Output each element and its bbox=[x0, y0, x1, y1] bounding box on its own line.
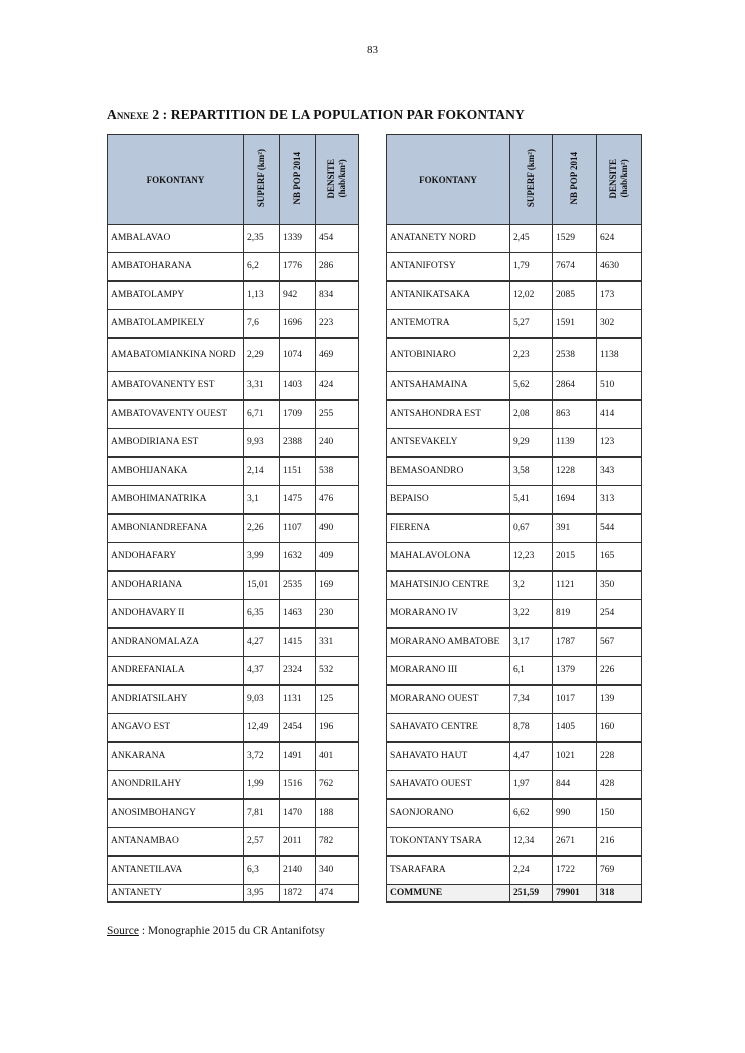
source-note bbox=[107, 925, 325, 937]
cell-nbpop: 1121 bbox=[553, 571, 597, 600]
cell-superf: 4,27 bbox=[244, 628, 280, 657]
cell-densite: 476 bbox=[316, 486, 359, 515]
cell-superf: 7,6 bbox=[244, 310, 280, 339]
cell-fokontany-name: ANKARANA bbox=[108, 742, 244, 771]
cell-nbpop: 1516 bbox=[280, 771, 316, 800]
table-row bbox=[108, 685, 359, 714]
cell-fokontany-name: MORARANO IV bbox=[387, 600, 510, 629]
col-header-densite bbox=[316, 135, 359, 225]
cell-densite: 343 bbox=[597, 457, 642, 486]
cell-superf: 3,72 bbox=[244, 742, 280, 771]
cell-fokontany-name: ANTANIFOTSY bbox=[387, 253, 510, 282]
table-row bbox=[108, 628, 359, 657]
cell-fokontany-name: ANDOHAVARY II bbox=[108, 600, 244, 629]
cell-fokontany-name: AMBONIANDREFANA bbox=[108, 514, 244, 543]
col-header-fokontany: FOKONTANY bbox=[108, 135, 244, 225]
cell-nbpop: 7674 bbox=[553, 253, 597, 282]
cell-superf: 2,45 bbox=[510, 225, 553, 253]
cell-nbpop: 1529 bbox=[553, 225, 597, 253]
cell-superf: 7,81 bbox=[244, 799, 280, 828]
cell-nbpop: 819 bbox=[553, 600, 597, 629]
cell-nbpop: 2671 bbox=[553, 828, 597, 857]
cell-fokontany-name: ANATANETY NORD bbox=[387, 225, 510, 253]
cell-fokontany-name: TOKONTANY TSARA bbox=[387, 828, 510, 857]
cell-fokontany-name: ANTANIKATSAKA bbox=[387, 281, 510, 310]
cell-densite: 414 bbox=[597, 400, 642, 429]
cell-superf: 3,17 bbox=[510, 628, 553, 657]
annex-title-text: : REPARTITION DE LA POPULATION PAR FOKONTANY bbox=[159, 107, 525, 122]
cell-fokontany-name: BEPAISO bbox=[387, 486, 510, 515]
cell-superf: 12,49 bbox=[244, 714, 280, 743]
cell-densite: 230 bbox=[316, 600, 359, 629]
table-row bbox=[108, 486, 359, 515]
cell-superf: 6,62 bbox=[510, 799, 553, 828]
cell-densite: 302 bbox=[597, 310, 642, 339]
cell-superf: 2,26 bbox=[244, 514, 280, 543]
total-densite: 318 bbox=[597, 885, 642, 903]
cell-superf: 3,95 bbox=[244, 885, 280, 903]
table-header-row bbox=[108, 135, 359, 225]
cell-superf: 2,08 bbox=[510, 400, 553, 429]
cell-nbpop: 1470 bbox=[280, 799, 316, 828]
cell-densite: 401 bbox=[316, 742, 359, 771]
cell-densite: 474 bbox=[316, 885, 359, 903]
col-header-nbpop-text: NB POP 2014 bbox=[292, 152, 302, 205]
cell-densite: 428 bbox=[597, 771, 642, 800]
cell-nbpop: 1722 bbox=[553, 856, 597, 885]
cell-superf: 6,35 bbox=[244, 600, 280, 629]
col-header-nbpop bbox=[553, 135, 597, 225]
cell-densite: 173 bbox=[597, 281, 642, 310]
cell-densite: 490 bbox=[316, 514, 359, 543]
cell-fokontany-name: MORARANO III bbox=[387, 657, 510, 686]
table-body-left bbox=[108, 225, 359, 903]
table-row bbox=[387, 856, 642, 885]
total-row bbox=[387, 885, 642, 903]
cell-superf: 1,79 bbox=[510, 253, 553, 282]
table-row bbox=[387, 714, 642, 743]
col-header-densite-line1: DENSITE bbox=[326, 158, 336, 199]
cell-superf: 3,2 bbox=[510, 571, 553, 600]
cell-superf: 12,02 bbox=[510, 281, 553, 310]
table-row bbox=[387, 338, 642, 372]
cell-superf: 2,35 bbox=[244, 225, 280, 253]
cell-nbpop: 1475 bbox=[280, 486, 316, 515]
cell-fokontany-name: ANOSIMBOHANGY bbox=[108, 799, 244, 828]
cell-nbpop: 2538 bbox=[553, 338, 597, 372]
cell-densite: 4630 bbox=[597, 253, 642, 282]
cell-fokontany-name: FIERENA bbox=[387, 514, 510, 543]
cell-nbpop: 2015 bbox=[553, 543, 597, 572]
cell-superf: 1,13 bbox=[244, 281, 280, 310]
cell-fokontany-name: AMBOHIJANAKA bbox=[108, 457, 244, 486]
cell-densite: 454 bbox=[316, 225, 359, 253]
table-row bbox=[387, 628, 642, 657]
table-row bbox=[108, 400, 359, 429]
table-row bbox=[108, 429, 359, 458]
cell-densite: 538 bbox=[316, 457, 359, 486]
cell-densite: 223 bbox=[316, 310, 359, 339]
cell-nbpop: 1074 bbox=[280, 338, 316, 372]
table-row bbox=[387, 685, 642, 714]
page-number: 83 bbox=[367, 44, 378, 56]
cell-nbpop: 2535 bbox=[280, 571, 316, 600]
cell-superf: 15,01 bbox=[244, 571, 280, 600]
cell-fokontany-name: ANTSAHAMAINA bbox=[387, 372, 510, 401]
cell-nbpop: 1403 bbox=[280, 372, 316, 401]
cell-nbpop: 1787 bbox=[553, 628, 597, 657]
cell-superf: 1,99 bbox=[244, 771, 280, 800]
col-header-superf-text: SUPERF (km²) bbox=[256, 149, 266, 208]
cell-fokontany-name: ANTSEVAKELY bbox=[387, 429, 510, 458]
table-body-right bbox=[387, 225, 642, 903]
cell-densite: 240 bbox=[316, 429, 359, 458]
cell-fokontany-name: ANDRIATSILAHY bbox=[108, 685, 244, 714]
cell-superf: 0,67 bbox=[510, 514, 553, 543]
table-row bbox=[108, 856, 359, 885]
cell-superf: 9,03 bbox=[244, 685, 280, 714]
cell-fokontany-name: AMABATOMIANKINA NORD bbox=[108, 338, 244, 372]
cell-densite: 196 bbox=[316, 714, 359, 743]
cell-nbpop: 1632 bbox=[280, 543, 316, 572]
cell-fokontany-name: ANTSAHONDRA EST bbox=[387, 400, 510, 429]
cell-fokontany-name: AMBATOLAMPIKELY bbox=[108, 310, 244, 339]
cell-superf: 5,41 bbox=[510, 486, 553, 515]
cell-densite: 125 bbox=[316, 685, 359, 714]
cell-fokontany-name: ANTANETY bbox=[108, 885, 244, 903]
cell-superf: 6,2 bbox=[244, 253, 280, 282]
table-row bbox=[108, 457, 359, 486]
cell-densite: 510 bbox=[597, 372, 642, 401]
col-header-densite bbox=[597, 135, 642, 225]
cell-nbpop: 844 bbox=[553, 771, 597, 800]
total-nbpop: 79901 bbox=[553, 885, 597, 903]
cell-densite: 255 bbox=[316, 400, 359, 429]
table-row bbox=[108, 310, 359, 339]
cell-superf: 12,34 bbox=[510, 828, 553, 857]
table-row bbox=[108, 514, 359, 543]
cell-nbpop: 1709 bbox=[280, 400, 316, 429]
cell-nbpop: 2454 bbox=[280, 714, 316, 743]
cell-densite: 160 bbox=[597, 714, 642, 743]
cell-fokontany-name: ANDREFANIALA bbox=[108, 657, 244, 686]
cell-superf: 6,71 bbox=[244, 400, 280, 429]
cell-densite: 123 bbox=[597, 429, 642, 458]
table-row bbox=[108, 657, 359, 686]
cell-nbpop: 1591 bbox=[553, 310, 597, 339]
cell-superf: 6,3 bbox=[244, 856, 280, 885]
cell-fokontany-name: SAONJORANO bbox=[387, 799, 510, 828]
table-row bbox=[387, 429, 642, 458]
cell-nbpop: 1696 bbox=[280, 310, 316, 339]
cell-superf: 3,1 bbox=[244, 486, 280, 515]
cell-densite: 139 bbox=[597, 685, 642, 714]
cell-nbpop: 1405 bbox=[553, 714, 597, 743]
table-row bbox=[108, 771, 359, 800]
cell-fokontany-name: AMBATOVAVENTY OUEST bbox=[108, 400, 244, 429]
cell-densite: 544 bbox=[597, 514, 642, 543]
source-label: Source bbox=[107, 925, 139, 937]
cell-densite: 567 bbox=[597, 628, 642, 657]
cell-nbpop: 1463 bbox=[280, 600, 316, 629]
cell-densite: 782 bbox=[316, 828, 359, 857]
cell-nbpop: 1694 bbox=[553, 486, 597, 515]
cell-fokontany-name: BEMASOANDRO bbox=[387, 457, 510, 486]
cell-densite: 169 bbox=[316, 571, 359, 600]
cell-superf: 3,31 bbox=[244, 372, 280, 401]
table-row bbox=[387, 253, 642, 282]
cell-superf: 9,29 bbox=[510, 429, 553, 458]
table-row bbox=[387, 771, 642, 800]
cell-densite: 409 bbox=[316, 543, 359, 572]
table-row bbox=[387, 457, 642, 486]
cell-densite: 340 bbox=[316, 856, 359, 885]
cell-fokontany-name: SAHAVATO CENTRE bbox=[387, 714, 510, 743]
table-row bbox=[387, 310, 642, 339]
cell-fokontany-name: SAHAVATO HAUT bbox=[387, 742, 510, 771]
cell-nbpop: 2324 bbox=[280, 657, 316, 686]
cell-densite: 424 bbox=[316, 372, 359, 401]
cell-fokontany-name: ANDOHARIANA bbox=[108, 571, 244, 600]
cell-fokontany-name: AMBATOVANENTY EST bbox=[108, 372, 244, 401]
cell-superf: 4,47 bbox=[510, 742, 553, 771]
cell-nbpop: 1872 bbox=[280, 885, 316, 903]
cell-fokontany-name: ANDOHAFARY bbox=[108, 543, 244, 572]
cell-densite: 1138 bbox=[597, 338, 642, 372]
cell-nbpop: 863 bbox=[553, 400, 597, 429]
cell-superf: 2,14 bbox=[244, 457, 280, 486]
cell-nbpop: 2388 bbox=[280, 429, 316, 458]
cell-superf: 3,22 bbox=[510, 600, 553, 629]
table-row bbox=[108, 372, 359, 401]
cell-nbpop: 2140 bbox=[280, 856, 316, 885]
cell-superf: 9,93 bbox=[244, 429, 280, 458]
table-row bbox=[387, 828, 642, 857]
table-header-row bbox=[387, 135, 642, 225]
table-row bbox=[387, 742, 642, 771]
cell-nbpop: 1228 bbox=[553, 457, 597, 486]
cell-superf: 6,1 bbox=[510, 657, 553, 686]
col-header-superf bbox=[510, 135, 553, 225]
cell-densite: 165 bbox=[597, 543, 642, 572]
cell-nbpop: 1415 bbox=[280, 628, 316, 657]
table-row bbox=[387, 225, 642, 253]
cell-nbpop: 1379 bbox=[553, 657, 597, 686]
cell-densite: 286 bbox=[316, 253, 359, 282]
cell-densite: 532 bbox=[316, 657, 359, 686]
cell-nbpop: 2864 bbox=[553, 372, 597, 401]
fokontany-table-right bbox=[386, 134, 642, 903]
cell-densite: 188 bbox=[316, 799, 359, 828]
cell-densite: 216 bbox=[597, 828, 642, 857]
total-label: COMMUNE bbox=[387, 885, 510, 903]
cell-superf: 4,37 bbox=[244, 657, 280, 686]
cell-fokontany-name: MAHALAVOLONA bbox=[387, 543, 510, 572]
col-header-densite-line2: (hab/km²) bbox=[337, 159, 347, 198]
cell-fokontany-name: AMBATOHARANA bbox=[108, 253, 244, 282]
annex-title-prefix: Annexe 2 bbox=[107, 107, 160, 122]
cell-nbpop: 1151 bbox=[280, 457, 316, 486]
cell-superf: 12,23 bbox=[510, 543, 553, 572]
table-row bbox=[387, 543, 642, 572]
table-row bbox=[108, 828, 359, 857]
cell-superf: 3,58 bbox=[510, 457, 553, 486]
table-row bbox=[387, 281, 642, 310]
col-header-densite-line1: DENSITE bbox=[608, 158, 618, 199]
cell-nbpop: 1131 bbox=[280, 685, 316, 714]
table-row bbox=[387, 514, 642, 543]
cell-fokontany-name: SAHAVATO OUEST bbox=[387, 771, 510, 800]
cell-fokontany-name: ANTOBINIARO bbox=[387, 338, 510, 372]
cell-densite: 350 bbox=[597, 571, 642, 600]
cell-nbpop: 1491 bbox=[280, 742, 316, 771]
cell-nbpop: 990 bbox=[553, 799, 597, 828]
col-header-superf bbox=[244, 135, 280, 225]
cell-nbpop: 1776 bbox=[280, 253, 316, 282]
table-row bbox=[108, 571, 359, 600]
cell-superf: 2,24 bbox=[510, 856, 553, 885]
table-row bbox=[108, 225, 359, 253]
col-header-densite-text bbox=[326, 159, 348, 199]
table-row bbox=[387, 400, 642, 429]
cell-nbpop: 1021 bbox=[553, 742, 597, 771]
col-header-densite-text bbox=[608, 159, 630, 199]
cell-densite: 762 bbox=[316, 771, 359, 800]
source-text: : Monographie 2015 du CR Antanifotsy bbox=[138, 925, 325, 937]
cell-superf: 2,57 bbox=[244, 828, 280, 857]
cell-nbpop: 942 bbox=[280, 281, 316, 310]
table-row bbox=[108, 742, 359, 771]
cell-superf: 5,62 bbox=[510, 372, 553, 401]
table-row bbox=[387, 799, 642, 828]
cell-densite: 469 bbox=[316, 338, 359, 372]
cell-nbpop: 1017 bbox=[553, 685, 597, 714]
table-row bbox=[108, 714, 359, 743]
cell-fokontany-name: ANTANAMBAO bbox=[108, 828, 244, 857]
cell-densite: 331 bbox=[316, 628, 359, 657]
cell-fokontany-name: MORARANO OUEST bbox=[387, 685, 510, 714]
cell-fokontany-name: ANGAVO EST bbox=[108, 714, 244, 743]
cell-superf: 1,97 bbox=[510, 771, 553, 800]
col-header-superf-text: SUPERF (km²) bbox=[525, 149, 536, 208]
cell-fokontany-name: MORARANO AMBATOBE bbox=[387, 628, 510, 657]
table-row bbox=[387, 600, 642, 629]
cell-superf: 8,78 bbox=[510, 714, 553, 743]
cell-superf: 3,99 bbox=[244, 543, 280, 572]
cell-fokontany-name: MAHATSINJO CENTRE bbox=[387, 571, 510, 600]
cell-fokontany-name: AMBATOLAMPY bbox=[108, 281, 244, 310]
col-header-fokontany: FOKONTANY bbox=[387, 135, 510, 225]
col-header-densite-line2: (hab/km²) bbox=[619, 159, 629, 198]
cell-fokontany-name: AMBODIRIANA EST bbox=[108, 429, 244, 458]
col-header-nbpop bbox=[280, 135, 316, 225]
total-superf: 251,59 bbox=[510, 885, 553, 903]
cell-fokontany-name: AMBOHIMANATRIKA bbox=[108, 486, 244, 515]
cell-densite: 769 bbox=[597, 856, 642, 885]
cell-superf: 7,34 bbox=[510, 685, 553, 714]
cell-fokontany-name: ANTEMOTRA bbox=[387, 310, 510, 339]
fokontany-table-left bbox=[107, 134, 359, 903]
cell-nbpop: 1107 bbox=[280, 514, 316, 543]
cell-fokontany-name: ANONDRILAHY bbox=[108, 771, 244, 800]
cell-densite: 313 bbox=[597, 486, 642, 515]
cell-densite: 254 bbox=[597, 600, 642, 629]
table-row bbox=[387, 571, 642, 600]
annex-title bbox=[107, 107, 525, 123]
cell-fokontany-name: AMBALAVAO bbox=[108, 225, 244, 253]
table-row bbox=[387, 486, 642, 515]
cell-densite: 226 bbox=[597, 657, 642, 686]
cell-superf: 5,27 bbox=[510, 310, 553, 339]
cell-nbpop: 2085 bbox=[553, 281, 597, 310]
cell-nbpop: 391 bbox=[553, 514, 597, 543]
table-row bbox=[108, 799, 359, 828]
table-row bbox=[108, 543, 359, 572]
table-row bbox=[108, 338, 359, 372]
table-row bbox=[387, 372, 642, 401]
table-row bbox=[108, 885, 359, 903]
cell-densite: 834 bbox=[316, 281, 359, 310]
cell-nbpop: 1339 bbox=[280, 225, 316, 253]
table-row bbox=[108, 281, 359, 310]
cell-fokontany-name: ANTANETILAVA bbox=[108, 856, 244, 885]
cell-densite: 624 bbox=[597, 225, 642, 253]
table-row bbox=[108, 600, 359, 629]
cell-densite: 150 bbox=[597, 799, 642, 828]
col-header-nbpop-text: NB POP 2014 bbox=[569, 152, 579, 205]
cell-superf: 2,23 bbox=[510, 338, 553, 372]
cell-densite: 228 bbox=[597, 742, 642, 771]
cell-superf: 2,29 bbox=[244, 338, 280, 372]
cell-nbpop: 1139 bbox=[553, 429, 597, 458]
cell-fokontany-name: ANDRANOMALAZA bbox=[108, 628, 244, 657]
cell-fokontany-name: TSARAFARA bbox=[387, 856, 510, 885]
cell-nbpop: 2011 bbox=[280, 828, 316, 857]
table-row bbox=[108, 253, 359, 282]
table-row bbox=[387, 657, 642, 686]
